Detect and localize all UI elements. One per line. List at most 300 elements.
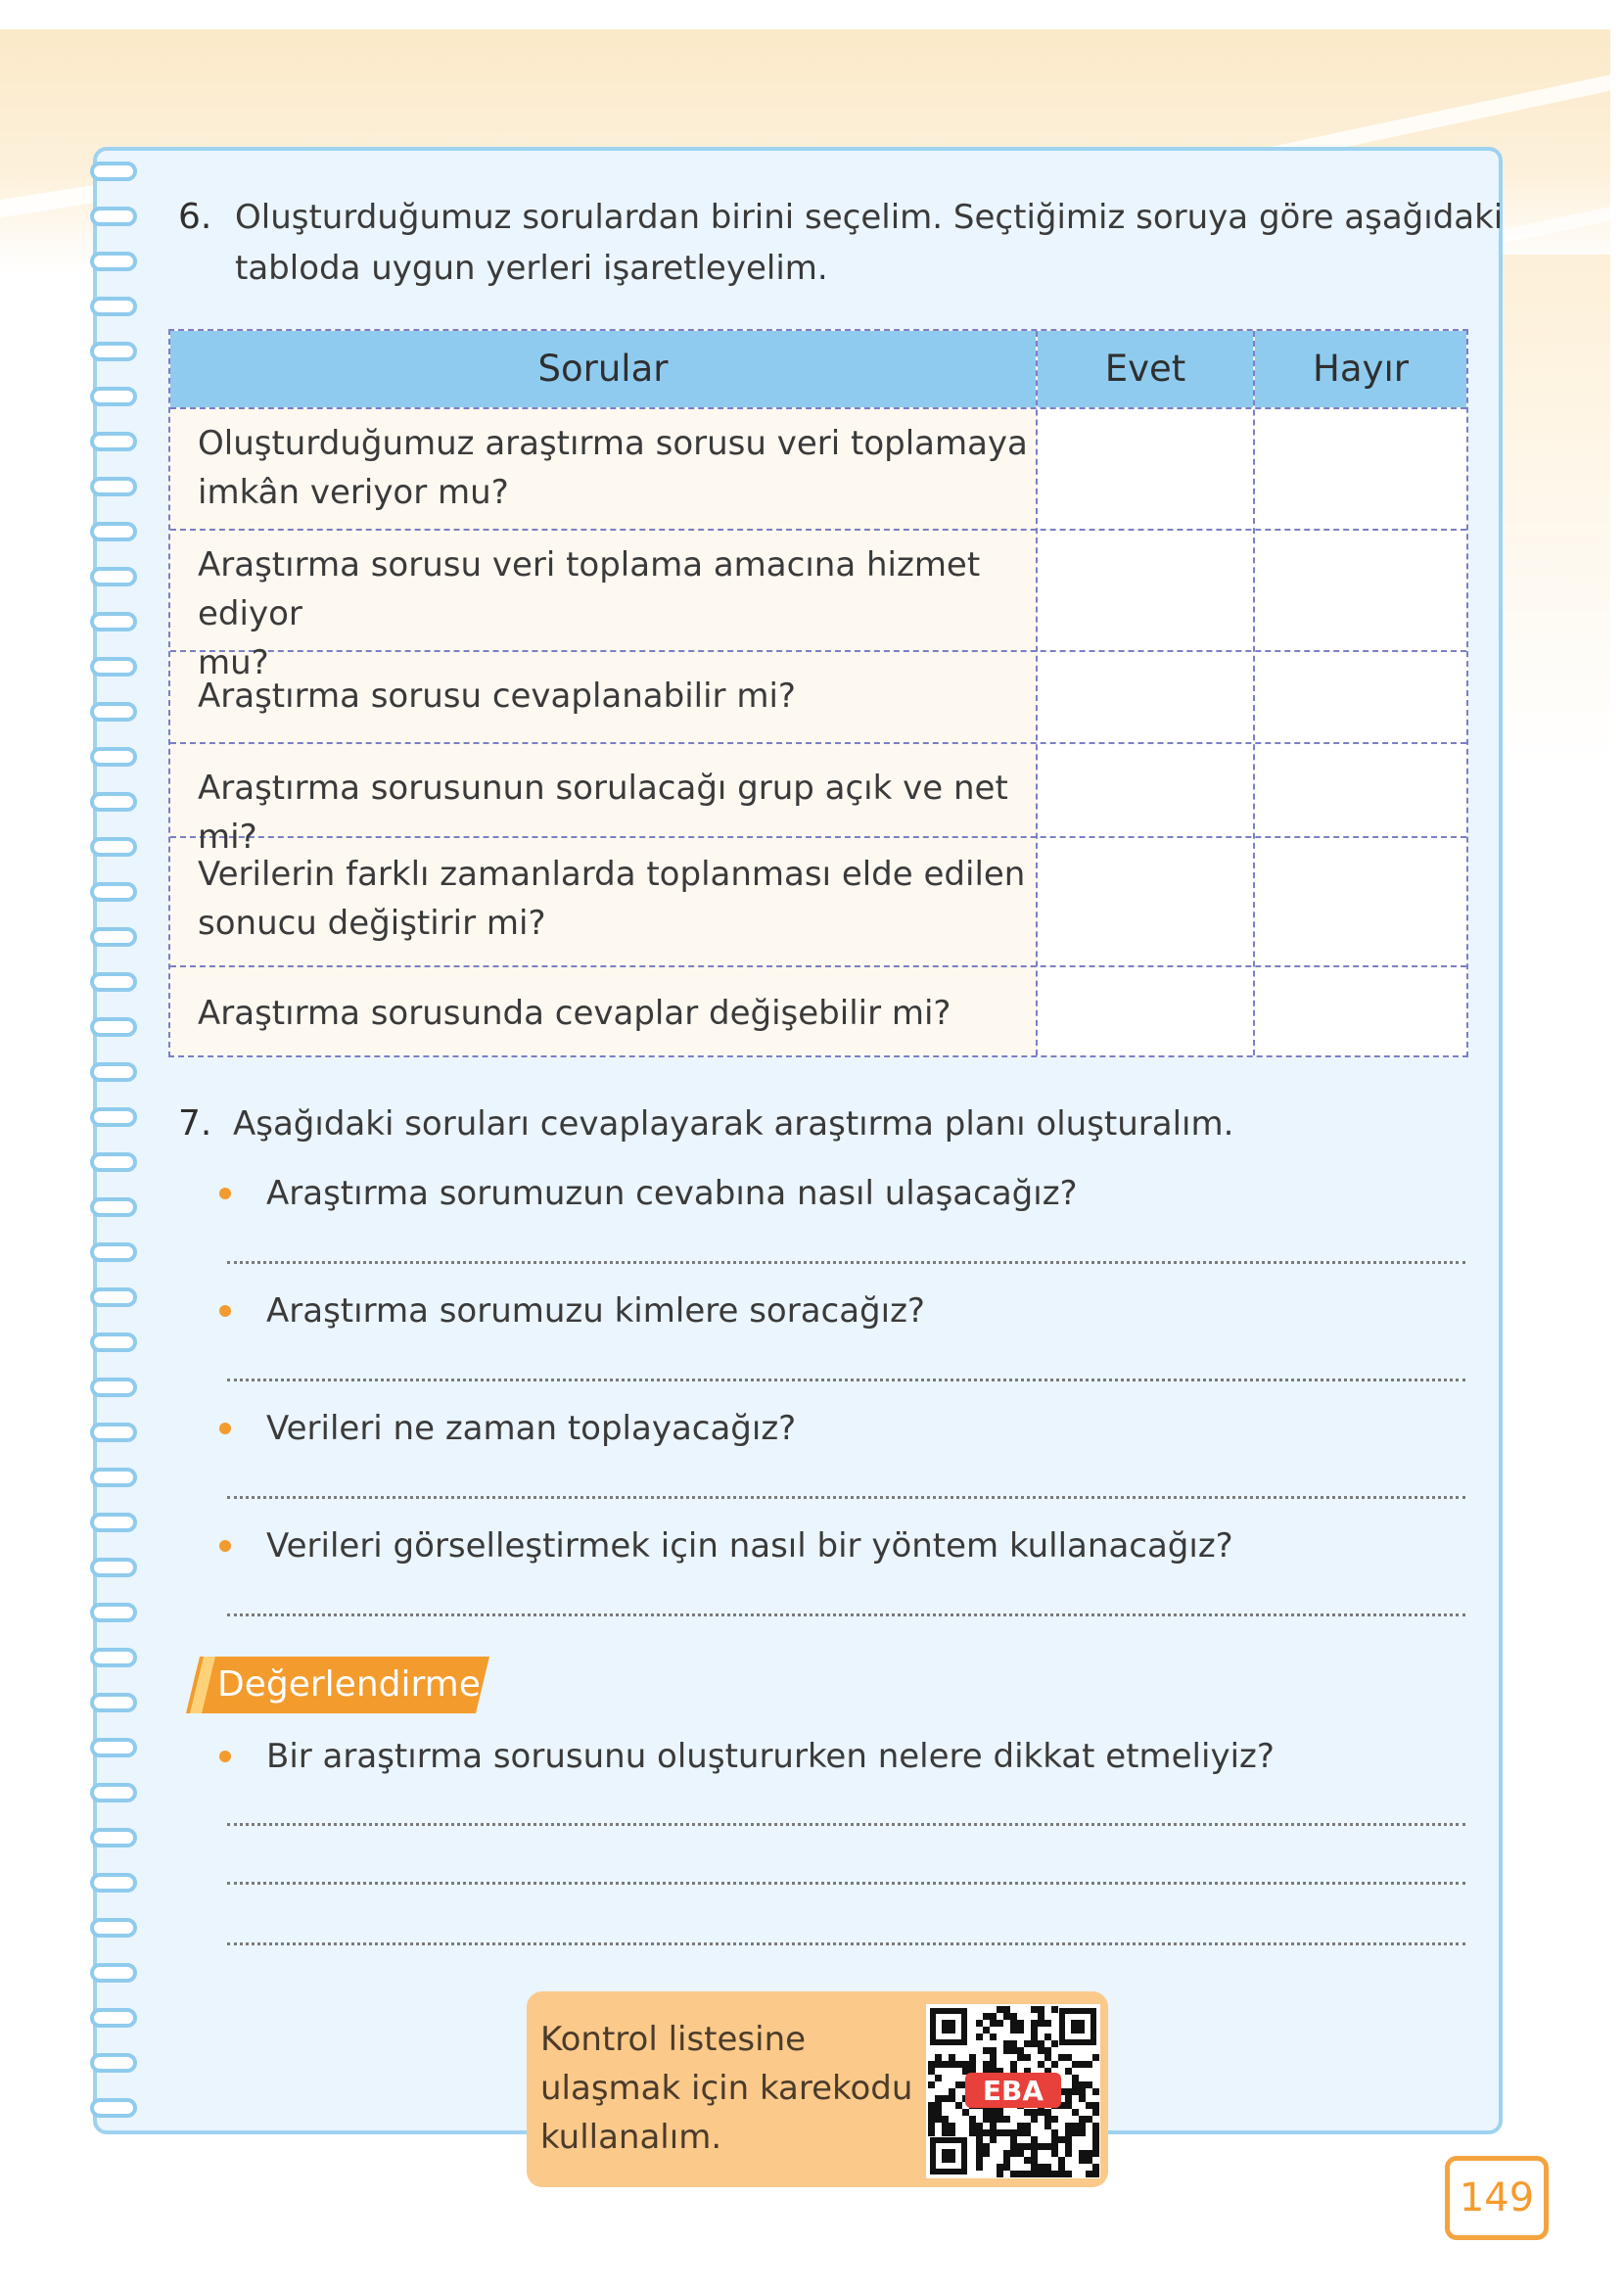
- table-row-question: [198, 764, 1040, 862]
- spiral-ring: [90, 837, 137, 857]
- qr-module: [997, 2164, 1003, 2171]
- qr-module: [1065, 2123, 1072, 2129]
- spiral-ring: [90, 2008, 137, 2028]
- qr-module: [976, 2034, 983, 2040]
- qr-module: [962, 2061, 969, 2068]
- evaluation-answer-line-2[interactable]: [227, 1882, 1465, 1885]
- answer-yes-cell-4[interactable]: [1040, 746, 1251, 834]
- qr-module: [1003, 2006, 1010, 2013]
- answer-line-1[interactable]: [227, 1261, 1465, 1264]
- qr-module: [997, 2116, 1003, 2123]
- qr-module: [990, 2136, 997, 2143]
- spiral-ring: [90, 1693, 137, 1712]
- qr-module: [935, 2095, 942, 2102]
- question-6-number: 6.: [178, 197, 212, 237]
- qr-module: [969, 2116, 976, 2123]
- qr-module: [1003, 2116, 1010, 2123]
- spiral-ring: [90, 432, 137, 451]
- qr-module: [942, 2123, 949, 2129]
- qr-module: [1017, 2150, 1024, 2157]
- qr-module: [942, 2116, 949, 2123]
- spiral-ring: [90, 1378, 137, 1397]
- question-7-item: Verileri görselleştirmek için nasıl bir yöntem kullanacağız?: [266, 1526, 1233, 1566]
- qr-module: [1072, 2088, 1079, 2095]
- qr-module: [1072, 2129, 1079, 2136]
- qr-module: [1072, 2061, 1079, 2068]
- qr-module: [1058, 2157, 1065, 2164]
- table-header-questions: Sorular: [170, 331, 1036, 407]
- answer-line-2[interactable]: [227, 1379, 1465, 1381]
- qr-module: [1065, 2095, 1072, 2102]
- qr-module: [1017, 2020, 1024, 2027]
- qr-module: [983, 2013, 990, 2020]
- qr-module: [1038, 2109, 1044, 2116]
- qr-module: [1010, 2020, 1017, 2027]
- spiral-ring: [90, 252, 137, 271]
- qr-module: [1017, 2129, 1024, 2136]
- qr-module: [1003, 2129, 1010, 2136]
- qr-module: [1031, 2143, 1038, 2150]
- qr-module: [1092, 2164, 1099, 2171]
- qr-module: [1003, 2040, 1010, 2047]
- qr-module: [969, 2061, 976, 2068]
- answer-no-cell-3[interactable]: [1257, 654, 1466, 740]
- qr-module: [983, 2027, 990, 2034]
- spiral-ring: [90, 1963, 137, 1983]
- table-row-divider: [170, 742, 1466, 744]
- qr-module: [928, 2102, 935, 2109]
- qr-module: [1044, 2143, 1051, 2150]
- qr-module: [1079, 2061, 1086, 2068]
- qr-module: [1086, 2102, 1092, 2109]
- table-row-question: [198, 540, 1040, 687]
- qr-module: [928, 2061, 935, 2068]
- evaluation-question: Bir araştırma sorusunu oluştururken nelere dikkat etmeliyiz?: [266, 1737, 1275, 1776]
- bullet-icon: [219, 1540, 231, 1552]
- qr-module: [1003, 2013, 1010, 2020]
- qr-module: [935, 2102, 942, 2109]
- table-row-question-line: sonucu değiştirir mi?: [198, 904, 546, 943]
- qr-module: [935, 2075, 942, 2081]
- qr-module: [990, 2123, 997, 2129]
- qr-module: [983, 2109, 990, 2116]
- qr-module: [969, 2123, 976, 2129]
- spiral-ring: [90, 747, 137, 767]
- qr-module: [935, 2061, 942, 2068]
- spiral-ring: [90, 1287, 137, 1307]
- qr-module: [983, 2047, 990, 2054]
- qr-module: [1086, 2061, 1092, 2068]
- spiral-ring: [90, 882, 137, 902]
- qr-module: [969, 2129, 976, 2136]
- qr-module: [955, 2081, 962, 2088]
- question-7-title: Aşağıdaki soruları cevaplayarak araştırma planı oluşturalım.: [233, 1104, 1234, 1144]
- qr-module: [962, 2109, 969, 2116]
- answer-no-cell-4[interactable]: [1257, 746, 1466, 834]
- answer-yes-cell-1[interactable]: [1040, 411, 1251, 527]
- qr-text-line1: Kontrol listesine: [540, 2020, 807, 2059]
- spiral-ring: [90, 1197, 137, 1217]
- qr-module: [1092, 2054, 1099, 2061]
- spiral-ring: [90, 927, 137, 947]
- spiral-ring: [90, 162, 137, 181]
- table-header-yes: Evet: [1038, 331, 1253, 407]
- qr-module: [949, 2123, 955, 2129]
- spiral-ring: [90, 1648, 137, 1667]
- qr-module: [1086, 2171, 1092, 2177]
- answer-no-cell-6[interactable]: [1257, 969, 1466, 1055]
- qr-module: [1079, 2123, 1086, 2129]
- qr-module: [1038, 2164, 1044, 2171]
- qr-module: [1044, 2054, 1051, 2061]
- qr-module: [1051, 2171, 1058, 2177]
- question-7-number: 7.: [178, 1103, 212, 1144]
- qr-module: [1024, 2143, 1031, 2150]
- qr-module: [1038, 2047, 1044, 2054]
- qr-module: [1092, 2102, 1099, 2109]
- qr-module: [1044, 2164, 1051, 2171]
- qr-module: [1065, 2150, 1072, 2157]
- qr-module: [1003, 2047, 1010, 2054]
- answer-no-cell-1[interactable]: [1257, 411, 1466, 527]
- answer-yes-cell-3[interactable]: [1040, 654, 1251, 740]
- qr-module: [997, 2171, 1003, 2177]
- qr-module: [1092, 2129, 1099, 2136]
- qr-module: [997, 2020, 1003, 2027]
- qr-module: [1051, 2129, 1058, 2136]
- page-number: 149: [1445, 2156, 1549, 2240]
- qr-module: [955, 2061, 962, 2068]
- bullet-icon: [219, 1188, 231, 1199]
- qr-module: [1024, 2109, 1031, 2116]
- qr-module: [1079, 2150, 1086, 2157]
- qr-module: [1079, 2088, 1086, 2095]
- qr-module: [1038, 2013, 1044, 2020]
- qr-module: [976, 2164, 983, 2171]
- table-row-question: [198, 850, 1040, 948]
- qr-module: [976, 2129, 983, 2136]
- qr-module: [976, 2143, 983, 2150]
- qr-module: [1017, 2143, 1024, 2150]
- checklist-table: [168, 329, 1468, 1057]
- qr-module: [1065, 2068, 1072, 2075]
- qr-module: [983, 2129, 990, 2136]
- qr-module: [990, 2054, 997, 2061]
- qr-module: [1010, 2129, 1017, 2136]
- answer-no-cell-2[interactable]: [1257, 533, 1466, 648]
- qr-module: [1058, 2136, 1065, 2143]
- qr-module: [1065, 2143, 1072, 2150]
- qr-module: [949, 2061, 955, 2068]
- spiral-ring: [90, 567, 137, 586]
- qr-module: [1038, 2020, 1044, 2027]
- qr-module: [997, 2129, 1003, 2136]
- qr-module: [1079, 2157, 1086, 2164]
- qr-module: [1086, 2157, 1092, 2164]
- spiral-ring: [90, 387, 137, 406]
- qr-module: [1058, 2171, 1065, 2177]
- answer-yes-cell-6[interactable]: [1040, 969, 1251, 1055]
- evaluation-label: Değerlendirme: [217, 1664, 481, 1705]
- spiral-ring: [90, 1423, 137, 1442]
- qr-module: [1031, 2150, 1038, 2157]
- spiral-ring: [90, 1017, 137, 1037]
- qr-module: [1010, 2150, 1017, 2157]
- table-row-divider: [170, 407, 1466, 409]
- spiral-ring: [90, 477, 137, 496]
- qr-module: [976, 2020, 983, 2027]
- qr-module: [1079, 2081, 1086, 2088]
- spiral-ring: [90, 297, 137, 316]
- qr-module: [1044, 2116, 1051, 2123]
- eba-logo-text: EBA: [982, 2075, 1044, 2107]
- qr-module: [928, 2081, 935, 2088]
- spiral-ring: [90, 207, 137, 226]
- qr-module: [1038, 2061, 1044, 2068]
- table-row-question-line: Araştırma sorusunun sorulacağı grup açık ve net mi?: [198, 769, 1008, 857]
- spiral-ring: [90, 2053, 137, 2073]
- qr-module: [928, 2129, 935, 2136]
- answer-yes-cell-5[interactable]: [1040, 840, 1251, 963]
- qr-module: [1031, 2040, 1038, 2047]
- qr-module: [990, 2109, 997, 2116]
- qr-module: [1010, 2047, 1017, 2054]
- qr-module: [1051, 2143, 1058, 2150]
- spiral-ring: [90, 612, 137, 631]
- spiral-ring: [90, 1062, 137, 1082]
- qr-module: [1031, 2164, 1038, 2171]
- table-row-question-line: Araştırma sorusunda cevaplar değişebilir mi?: [198, 994, 951, 1033]
- qr-module: [1038, 2006, 1044, 2013]
- qr-module: [1031, 2020, 1038, 2027]
- qr-module: [1031, 2136, 1038, 2143]
- qr-module: [990, 2047, 997, 2054]
- qr-module: [1031, 2109, 1038, 2116]
- qr-module: [990, 2034, 997, 2040]
- table-row-question-line: Araştırma sorusu cevaplanabilir mi?: [198, 677, 796, 716]
- question-7-item: Araştırma sorumuzu kimlere soracağız?: [266, 1291, 925, 1331]
- qr-module: [990, 2020, 997, 2027]
- qr-module: [983, 2061, 990, 2068]
- qr-module: [1024, 2040, 1031, 2047]
- spiral-ring: [90, 1242, 137, 1262]
- spiral-ring: [90, 2098, 137, 2118]
- qr-module: [1044, 2047, 1051, 2054]
- qr-module: [1010, 2171, 1017, 2177]
- qr-module: [990, 2129, 997, 2136]
- question-7-item: Araştırma sorumuzun cevabına nasıl ulaşacağız?: [266, 1174, 1078, 1213]
- qr-module: [935, 2116, 942, 2123]
- qr-module: [983, 2116, 990, 2123]
- qr-module: [983, 2143, 990, 2150]
- spiral-ring: [90, 1513, 137, 1532]
- qr-module: [1092, 2088, 1099, 2095]
- qr-module: [1086, 2116, 1092, 2123]
- spiral-ring: [90, 1873, 137, 1893]
- qr-module: [1065, 2054, 1072, 2061]
- qr-module: [1031, 2034, 1038, 2040]
- qr-module: [969, 2054, 976, 2061]
- question-6-text-line1: Oluşturduğumuz sorulardan birini seçelim. Seçtiğimiz soruya göre aşağıdaki: [235, 198, 1504, 237]
- spiral-ring: [90, 1603, 137, 1622]
- qr-module: [1024, 2171, 1031, 2177]
- spiral-ring: [90, 342, 137, 361]
- qr-module: [1092, 2109, 1099, 2116]
- qr-module: [1017, 2054, 1024, 2061]
- qr-module: [1010, 2143, 1017, 2150]
- qr-module: [976, 2123, 983, 2129]
- qr-module: [1017, 2171, 1024, 2177]
- qr-module: [1017, 2027, 1024, 2034]
- qr-text-line2: ulaşmak için karekodu: [540, 2069, 913, 2108]
- qr-module: [1017, 2047, 1024, 2054]
- qr-code-icon[interactable]: [926, 2004, 1100, 2178]
- bullet-icon: [219, 1305, 231, 1317]
- notebook-spiral-rings: [90, 162, 149, 2129]
- qr-module: [949, 2129, 955, 2136]
- qr-module: [1051, 2061, 1058, 2068]
- qr-module: [1031, 2157, 1038, 2164]
- table-row-question-line: Verilerin farklı zamanlarda toplanması elde edilen: [198, 855, 1026, 894]
- spiral-ring: [90, 522, 137, 541]
- qr-module: [928, 2109, 935, 2116]
- qr-module: [1051, 2116, 1058, 2123]
- qr-module: [1038, 2171, 1044, 2177]
- evaluation-answer-line-3[interactable]: [227, 1942, 1465, 1945]
- qr-module: [1072, 2075, 1079, 2081]
- qr-module: [942, 2061, 949, 2068]
- qr-module: [1010, 2027, 1017, 2034]
- qr-module: [1065, 2171, 1072, 2177]
- table-row-divider: [170, 965, 1466, 967]
- spiral-ring: [90, 1783, 137, 1802]
- answer-line-3[interactable]: [227, 1496, 1465, 1499]
- qr-module: [935, 2109, 942, 2116]
- qr-module: [928, 2116, 935, 2123]
- qr-module: [1044, 2020, 1051, 2027]
- qr-module: [1058, 2054, 1065, 2061]
- qr-module: [976, 2136, 983, 2143]
- qr-module: [1003, 2164, 1010, 2171]
- qr-module: [1010, 2040, 1017, 2047]
- qr-module: [1072, 2123, 1079, 2129]
- qr-module: [928, 2068, 935, 2075]
- qr-module: [1024, 2054, 1031, 2061]
- qr-module: [1031, 2116, 1038, 2123]
- qr-module: [1092, 2171, 1099, 2177]
- qr-module: [1065, 2088, 1072, 2095]
- table-row-question-line: imkân veriyor mu?: [198, 473, 509, 512]
- qr-module: [1024, 2129, 1031, 2136]
- qr-module: [949, 2088, 955, 2095]
- spiral-ring: [90, 792, 137, 812]
- qr-module: [1024, 2157, 1031, 2164]
- qr-module: [1092, 2150, 1099, 2157]
- qr-module: [1010, 2013, 1017, 2020]
- answer-yes-cell-2[interactable]: [1040, 533, 1251, 648]
- table-row-question: [198, 419, 1040, 517]
- qr-module: [1092, 2143, 1099, 2150]
- qr-module: [949, 2054, 955, 2061]
- qr-module: [990, 2116, 997, 2123]
- qr-module: [1058, 2164, 1065, 2171]
- qr-module: [1072, 2081, 1079, 2088]
- table-row-question-line: Araştırma sorusu veri toplama amacına hizmet ediyor: [198, 545, 981, 633]
- qr-module: [1044, 2109, 1051, 2116]
- answer-no-cell-5[interactable]: [1257, 840, 1466, 963]
- qr-module: [997, 2109, 1003, 2116]
- qr-module: [1092, 2136, 1099, 2143]
- bullet-icon: [219, 1423, 231, 1434]
- qr-module: [990, 2061, 997, 2068]
- qr-module: [990, 2013, 997, 2020]
- qr-module: [1044, 2034, 1051, 2040]
- qr-module: [1044, 2123, 1051, 2129]
- qr-module: [1065, 2129, 1072, 2136]
- qr-module: [1010, 2136, 1017, 2143]
- qr-module: [1038, 2143, 1044, 2150]
- qr-module: [1044, 2171, 1051, 2177]
- spiral-ring: [90, 1918, 137, 1938]
- bullet-icon: [219, 1751, 231, 1762]
- spiral-ring: [90, 1333, 137, 1352]
- qr-module: [997, 2006, 1003, 2013]
- qr-module: [1092, 2123, 1099, 2129]
- qr-module: [928, 2123, 935, 2129]
- qr-module: [942, 2129, 949, 2136]
- qr-module: [942, 2095, 949, 2102]
- table-row-question-line: mu?: [198, 643, 269, 682]
- spiral-ring: [90, 1558, 137, 1577]
- qr-text-line3: kullanalım.: [540, 2118, 722, 2157]
- table-row-question: [198, 989, 1040, 1038]
- qr-module: [1003, 2157, 1010, 2164]
- question-7-item: Verileri ne zaman toplayacağız?: [266, 1409, 797, 1448]
- spiral-ring: [90, 1468, 137, 1487]
- qr-module: [955, 2102, 962, 2109]
- qr-module: [1031, 2027, 1038, 2034]
- qr-module: [1010, 2061, 1017, 2068]
- qr-module: [1079, 2095, 1086, 2102]
- qr-module: [1038, 2040, 1044, 2047]
- qr-module: [949, 2095, 955, 2102]
- table-row-question: [198, 672, 1040, 721]
- qr-module: [1086, 2150, 1092, 2157]
- spiral-ring: [90, 972, 137, 992]
- qr-module: [1024, 2123, 1031, 2129]
- evaluation-answer-line-1[interactable]: [227, 1823, 1465, 1826]
- qr-module: [1051, 2136, 1058, 2143]
- qr-module: [935, 2054, 942, 2061]
- table-row-question-line: Oluşturduğumuz araştırma sorusu veri toplamaya: [198, 424, 1028, 463]
- spiral-ring: [90, 657, 137, 677]
- table-row-divider: [170, 529, 1466, 531]
- qr-module: [1086, 2081, 1092, 2088]
- qr-module: [1003, 2150, 1010, 2157]
- table-header-no: Hayır: [1255, 331, 1466, 407]
- qr-module: [976, 2150, 983, 2157]
- spiral-ring: [90, 1738, 137, 1757]
- spiral-ring: [90, 1107, 137, 1127]
- qr-module: [976, 2157, 983, 2164]
- qr-module: [983, 2150, 990, 2157]
- spiral-ring: [90, 1152, 137, 1172]
- qr-module: [1017, 2123, 1024, 2129]
- qr-module: [1051, 2040, 1058, 2047]
- answer-line-4[interactable]: [227, 1613, 1465, 1616]
- qr-module: [1031, 2171, 1038, 2177]
- qr-module: [1051, 2006, 1058, 2013]
